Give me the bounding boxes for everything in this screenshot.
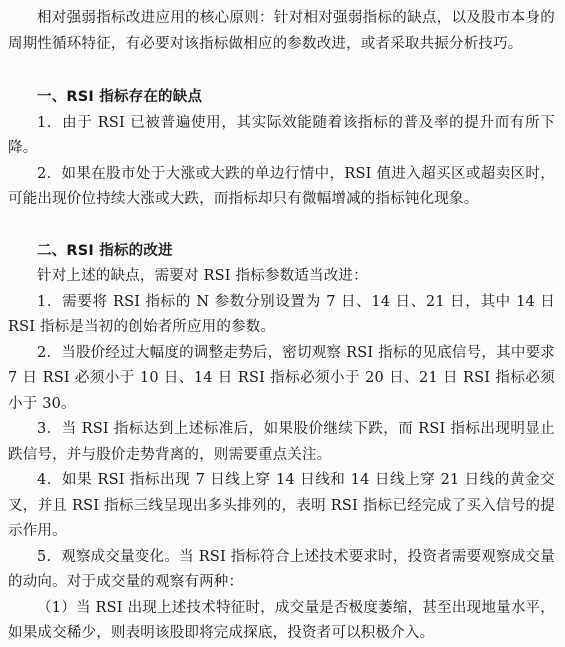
improvement-item-2: 2．当股价经过大幅度的调整走势后，密切观察 RSI 指标的见底信号，其中要求 7 日 RSI 必须小于 10 日、14 日 RSI 指标必须小于 20 日、21 日 RSI 指标必须小于 30。 [8, 344, 555, 412]
improvement-item-5: 5．观察成交量变化。当 RSI 指标符合上述技术要求时，投资者需要观察成交量的动向。对于成交量的观察有两种： [8, 548, 555, 590]
shortcoming-item-1: 1．由于 RSI 已被普遍使用，其实际效能随着该指标的普及率的提升而有所下降。 [8, 114, 555, 156]
section-heading-rsi-improvements: 二、RSI 指标的改进 [37, 242, 173, 259]
improvement-lead: 针对上述的缺点，需要对 RSI 指标参数适当改进： [37, 268, 368, 284]
section-heading-rsi-shortcomings: 一、RSI 指标存在的缺点 [37, 89, 203, 105]
shortcoming-item-2: 2．如果在股市处于大涨或大跌的单边行情中，RSI 值进入超买区或超卖区时，可能出现价位持续大涨或大跌，而指标却只有微幅增减的指标钝化现象。 [8, 165, 555, 207]
intro-paragraph: 相对强弱指标改进应用的核心原则：针对相对强弱指标的缺点，以及股市本身的周期性循环特征，有必要对该指标做相应的参数改进，或者采取共振分析技巧。 [8, 10, 555, 52]
improvement-item-3: 3．当 RSI 指标达到上述标准后，如果股价继续下跌，而 RSI 指标出现明显止跌信号，并与股价走势背离的，则需要重点关注。 [8, 421, 555, 463]
volume-subitem-1: （1）当 RSI 出现上述技术特征时，成交量是否极度萎缩，甚至出现地量水平，如果成交稀少，则表明该股即将完成探底，投资者可以积极介入。 [8, 599, 555, 641]
improvement-item-4: 4．如果 RSI 指标出现 7 日线上穿 14 日线和 14 日线上穿 21 日线的黄金交叉，并且 RSI 指标三线呈现出多头排列的，表明 RSI 指标已经完成了买入信号的提示作用。 [8, 472, 555, 539]
improvement-item-1: 1．需要将 RSI 指标的 N 参数分别设置为 7 日、14 日、21 日，其中 14 日 RSI 指标是当初的创始者所应用的参数。 [8, 293, 555, 335]
